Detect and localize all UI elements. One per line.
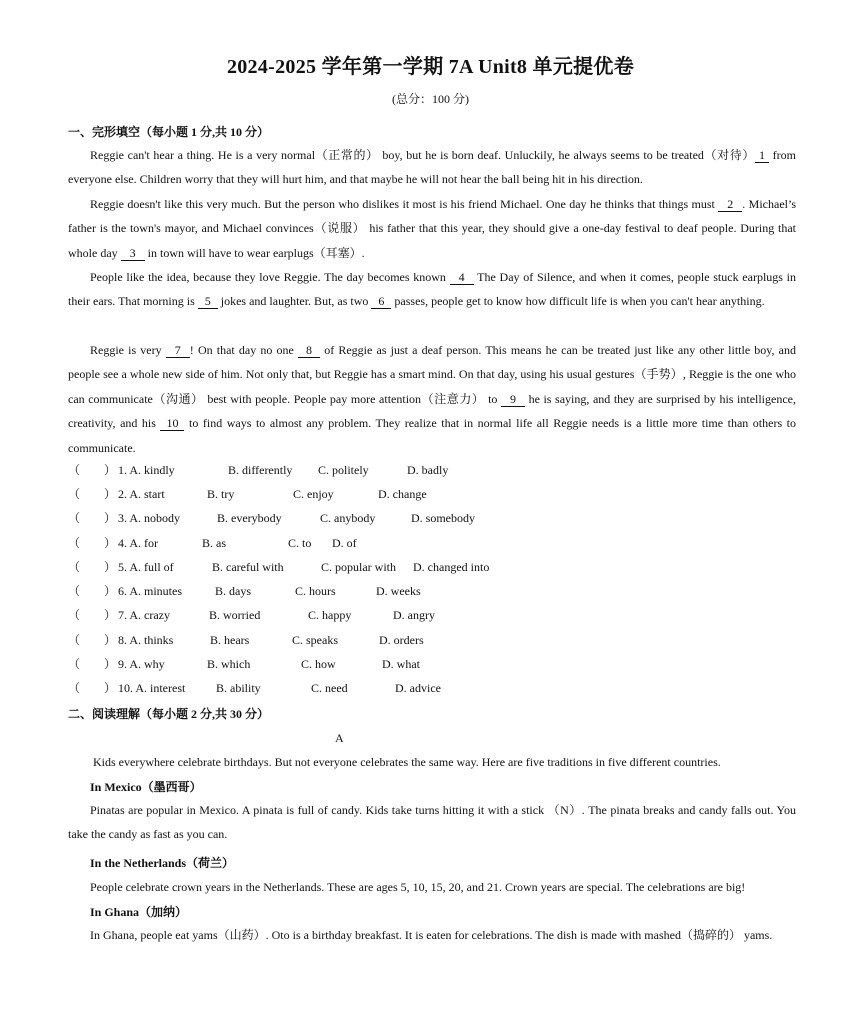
subheading-ghana: In Ghana（加纳） bbox=[90, 905, 188, 919]
answer-parentheses[interactable]: （ ） bbox=[68, 608, 117, 622]
cloze-paragraph-4: Reggie is very 7 ! On that day no one 8 of Reggie as just a deaf person. This means he can be treated just like any other little boy, and people see a whole new side of him. Not only that, but Reggie has a smart mind. On that day, using his usual gestures（手势）, Reggie is the one who can communicate（沟通） best with people. People pay more attention（注意力） to 9 he is saying, and they are surprised by his intelligence, creativity, and his 10 to find ways to almost any problem. They realize that in normal life all Reggie needs is a little more time than others to communicate. bbox=[68, 343, 797, 455]
section-heading-cloze: 一、完形填空（每小题 1 分,共 10 分） bbox=[68, 125, 270, 139]
blank-3: 3 bbox=[121, 247, 145, 261]
blank-9: 9 bbox=[501, 393, 525, 407]
answer-parentheses[interactable]: （ ） bbox=[68, 584, 117, 598]
paragraph-mexico: Pinatas are popular in Mexico. A pinata is full of candy. Kids take turns hitting it with a stick （N）. The pinata breaks and candy falls out. You take the candy as fast as you can. bbox=[68, 803, 796, 842]
blank-6: 6 bbox=[371, 295, 391, 309]
blank-5: 5 bbox=[198, 295, 218, 309]
answer-parentheses[interactable]: （ ） bbox=[68, 681, 117, 695]
answer-parentheses[interactable]: （ ） bbox=[68, 633, 117, 647]
answer-parentheses[interactable]: （ ） bbox=[68, 487, 117, 501]
document-page: 2024-2025 学年第一学期 7A Unit8 单元提优卷 (总分：100 分) 一、完形填空（每小题 1 分,共 10 分） Reggie can't hear a thing. He is a very normal（正常的） boy, but he is born deaf. Unluckily, he always seems to be treated（对待） 1 from everyone else. Children worry that they will hurt him, and that maybe he will not hear the ball being hit in his direction. Reggie doesn't like this very much. But the person who dislikes it most is his friend Michael. One day he thinks that things must 2 . Michael’s father is the town's mayor, and Michael convinces（说服） his father that this year, they should give a one-day festival to deaf people. During that whole day 3 in town will have to wear earplugs（耳塞）. People like the idea, because they love Reggie. The day becomes known 4 The Day of Silence, and when it comes, people stuck earplugs in their ears. That morning is 5 jokes and laughter. But, as two 6 passes, people get to know how difficult life is when you can't hear anything. Reggie is very 7 ! On that day no one 8 of Reggie as just a deaf person. This means he can be treated just like any other little boy, and people see a whole new side of him. Not only that, but Reggie has a smart mind. On that day, using his usual gestures（手势）, Reggie is the one who can communicate（沟通） best with people. People pay more attention（注意力） to 9 he is saying, and they are surprised by his intelligence, creativity, and his 10 to find ways to almost any problem. They realize that in normal life all Reggie needs is a little more time than others to communicate. （ ） 1. A. kindly B. differently C. politely D. badly （ ） 2. A. start B. try C. enjoy D. change （ ） 3. A. nobody B. everybody C. anybody D. somebody （ ） 4. A. for B. as C. to D. of （ ） 5. A. full of B. careful with C. popular with D. changed into （ ） 6. A. minutes B. days C. hours D. weeks （ ） 7. A. crazy B. worried C. happy D. angry （ ） 8. A. thinks B. hears C. speaks D. orders （ ） 9. A. why B. which C. how D. what （ ） 10. A. interest B. ability C. need D. advice 二、阅读理解（每小题 2 分,共 30 分） A Kids everywhere celebrate birthdays. But not everyone celebrates the same way. Here are five traditions in five different countries. In Mexico（墨西哥） Pinatas are popular in Mexico. A pinata is full of candy. Kids take turns hitting it with a stick （N）. The pinata breaks and candy falls out. You take the candy as fast as you can. In the Netherlands（荷兰） People celebrate crown years in the Netherlands. These are ages 5, 10, 15, 20, and 21. Crown years are special. The celebrations are big! In Ghana（加纳） In Ghana, people eat yams（山药）. Oto is a birthday breakfast. It is eaten for celebrations. The dish is made with mashed（捣碎的） yams. bbox=[0, 0, 861, 1021]
reading-intro: Kids everywhere celebrate birthdays. But not everyone celebrates the same way. Here are five traditions in five different countries. bbox=[93, 755, 721, 769]
section-heading-reading: 二、阅读理解（每小题 2 分,共 30 分） bbox=[68, 707, 270, 721]
blank-4: 4 bbox=[450, 271, 474, 285]
answer-parentheses[interactable]: （ ） bbox=[68, 657, 117, 671]
answer-parentheses[interactable]: （ ） bbox=[68, 511, 117, 525]
answer-parentheses[interactable]: （ ） bbox=[68, 536, 117, 550]
answer-parentheses[interactable]: （ ） bbox=[68, 463, 117, 477]
paragraph-ghana: In Ghana, people eat yams（山药）. Oto is a birthday breakfast. It is eaten for celebrations. The dish is made with mashed（捣碎的） yams. bbox=[90, 928, 773, 942]
blank-10: 10 bbox=[160, 417, 184, 431]
page-title: 2024-2025 学年第一学期 7A Unit8 单元提优卷 bbox=[226, 56, 635, 78]
passage-label: A bbox=[335, 731, 344, 745]
blank-1: 1 bbox=[755, 149, 769, 163]
cloze-paragraph-3: People like the idea, because they love Reggie. The day becomes known 4 The Day of Silence, and when it comes, people stuck earplugs in their ears. That morning is 5 jokes and laughter. But, as two 6 passes, people get to know how difficult life is when you can't hear anything. bbox=[68, 270, 797, 309]
subheading-netherlands: In the Netherlands（荷兰） bbox=[90, 856, 235, 870]
answer-parentheses[interactable]: （ ） bbox=[68, 560, 117, 574]
subheading-mexico: In Mexico（墨西哥） bbox=[90, 780, 202, 794]
paragraph-netherlands: People celebrate crown years in the Netherlands. These are ages 5, 10, 15, 20, and 21. Crown years are special. The celebrations are big! bbox=[90, 880, 746, 894]
cloze-paragraph-1: Reggie can't hear a thing. He is a very normal（正常的） boy, but he is born deaf. Unluckily, he always seems to be treated（对待） 1 from everyone else. Children worry that they will hurt him, and that maybe he will not hear the ball being hit in his direction. bbox=[68, 148, 796, 187]
blank-2: 2 bbox=[718, 198, 742, 212]
blank-7: 7 bbox=[166, 344, 190, 358]
cloze-paragraph-2: Reggie doesn't like this very much. But the person who dislikes it most is his friend Michael. One day he thinks that things must 2 . Michael’s father is the town's mayor, and Michael convinces（说服） his father that this year, they should give a one-day festival to deaf people. During that whole day 3 in town will have to wear earplugs（耳塞）. bbox=[68, 197, 796, 260]
total-score: (总分：100 分) bbox=[392, 92, 469, 106]
blank-8: 8 bbox=[298, 344, 320, 358]
